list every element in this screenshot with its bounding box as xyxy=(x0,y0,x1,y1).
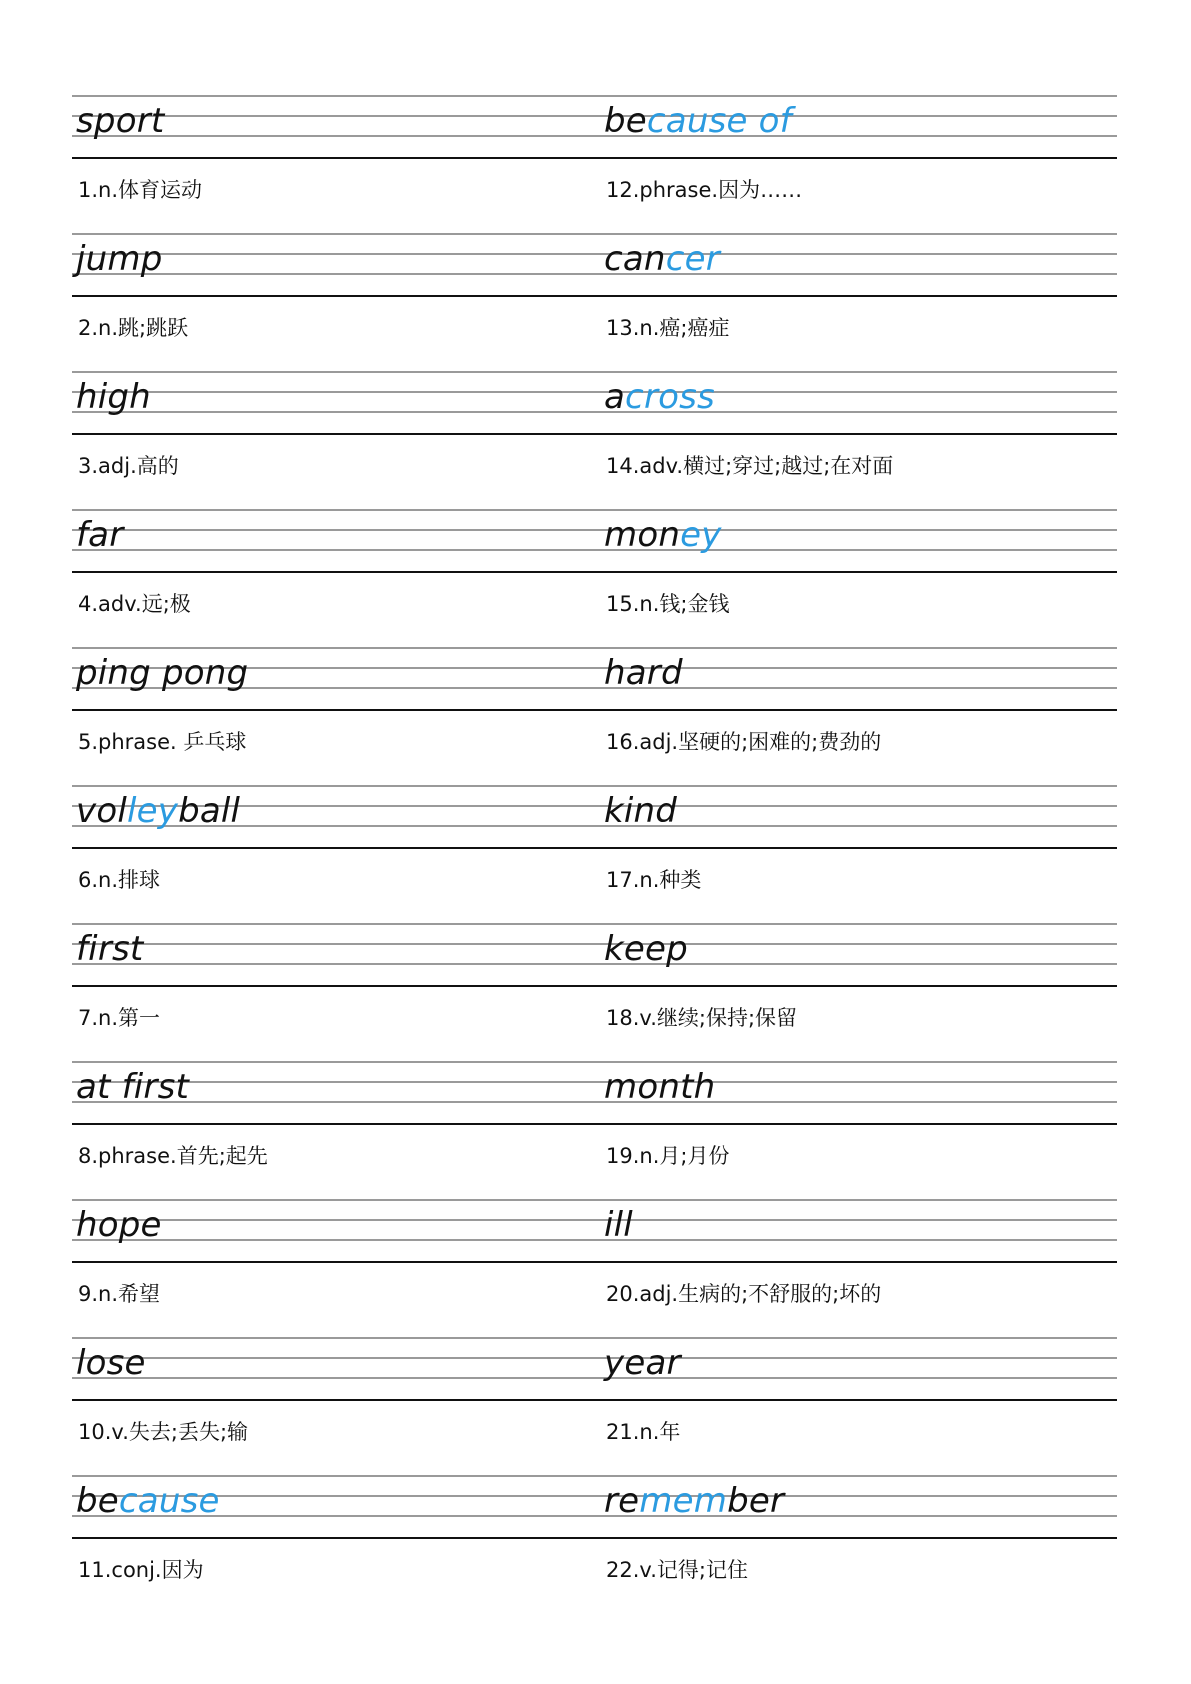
headword-highlight-segment: cause of xyxy=(646,101,792,141)
headword-segment: far xyxy=(76,515,124,555)
vocab-entry-left xyxy=(76,923,596,1061)
definition: 5.phrase. 乒乓球 xyxy=(78,730,247,754)
headword-segment: be xyxy=(76,1481,119,1521)
definition: 19.n.月;月份 xyxy=(606,1144,730,1168)
vocab-entry-right xyxy=(604,95,1104,233)
headword xyxy=(604,1205,633,1245)
vocab-entry-right xyxy=(604,1199,1104,1337)
vocab-row xyxy=(72,1199,1117,1337)
vocab-entry-right xyxy=(604,1061,1104,1199)
vocab-entry-right xyxy=(604,509,1104,647)
vocab-entry-left xyxy=(76,233,596,371)
definition: 11.conj.因为 xyxy=(78,1558,204,1582)
headword xyxy=(604,1067,715,1107)
definition: 2.n.跳;跳跃 xyxy=(78,316,189,340)
definition: 4.adv.远;极 xyxy=(78,592,191,616)
headword xyxy=(76,929,143,969)
headword xyxy=(604,1343,681,1383)
headword-highlight-segment: mem xyxy=(639,1481,728,1521)
definition: 22.v.记得;记住 xyxy=(606,1558,748,1582)
definition: 18.v.继续;保持;保留 xyxy=(606,1006,798,1030)
headword xyxy=(604,791,677,831)
headword-segment: at first xyxy=(76,1067,190,1107)
definition: 6.n.排球 xyxy=(78,868,161,892)
headword-segment: re xyxy=(604,1481,640,1521)
vocab-row xyxy=(72,509,1117,647)
definition: 14.adv.横过;穿过;越过;在对面 xyxy=(606,454,894,478)
headword xyxy=(76,1481,220,1521)
vocab-entry-right xyxy=(604,923,1104,1061)
headword-segment: ball xyxy=(178,791,241,831)
headword-segment: mon xyxy=(604,515,681,555)
headword-segment: vol xyxy=(76,791,127,831)
vocab-entry-left xyxy=(76,1061,596,1199)
headword-segment: ping pong xyxy=(76,653,249,693)
definition: 13.n.癌;癌症 xyxy=(606,316,730,340)
definition: 10.v.失去;丢失;输 xyxy=(78,1420,249,1444)
vocab-row xyxy=(72,1061,1117,1199)
headword xyxy=(604,377,715,417)
vocab-entry-right xyxy=(604,1337,1104,1475)
vocab-entry-right xyxy=(604,785,1104,923)
headword-segment: hard xyxy=(604,653,683,693)
headword-segment: first xyxy=(76,929,144,969)
definition: 8.phrase.首先;起先 xyxy=(78,1144,268,1168)
headword xyxy=(604,101,792,141)
definition: 9.n.希望 xyxy=(78,1282,161,1306)
vocab-row xyxy=(72,371,1117,509)
vocab-row xyxy=(72,1475,1117,1613)
headword-segment: kind xyxy=(604,791,678,831)
headword xyxy=(76,1067,189,1107)
vocab-entry-right xyxy=(604,647,1104,785)
headword-segment: a xyxy=(604,377,626,417)
vocab-entry-left xyxy=(76,1199,596,1337)
headword xyxy=(76,101,164,141)
vocab-entry-left xyxy=(76,1337,596,1475)
headword xyxy=(76,239,163,279)
headword-segment: year xyxy=(604,1343,681,1383)
headword xyxy=(604,653,683,693)
vocab-row xyxy=(72,785,1117,923)
vocabulary-sheet xyxy=(72,95,1117,1613)
definition: 20.adj.生病的;不舒服的;坏的 xyxy=(606,1282,882,1306)
headword xyxy=(604,239,720,279)
headword-highlight-segment: ley xyxy=(126,791,179,831)
definition: 17.n.种类 xyxy=(606,868,702,892)
headword-highlight-segment: ey xyxy=(680,515,722,555)
headword-highlight-segment: cause xyxy=(118,1481,220,1521)
headword-segment: high xyxy=(76,377,151,417)
headword-segment: lose xyxy=(76,1343,146,1383)
vocab-row xyxy=(72,1337,1117,1475)
vocab-entry-left xyxy=(76,509,596,647)
vocab-row xyxy=(72,95,1117,233)
vocab-entry-left xyxy=(76,785,596,923)
vocab-entry-left xyxy=(76,95,596,233)
definition: 16.adj.坚硬的;困难的;费劲的 xyxy=(606,730,882,754)
definition: 1.n.体育运动 xyxy=(78,178,203,202)
headword-segment: hope xyxy=(76,1205,162,1245)
headword-segment: month xyxy=(604,1067,716,1107)
vocab-entry-right xyxy=(604,1475,1104,1613)
headword xyxy=(76,653,248,693)
headword-segment: jump xyxy=(76,239,163,279)
headword-segment: can xyxy=(604,239,666,279)
headword xyxy=(604,1481,784,1521)
headword xyxy=(76,1343,146,1383)
headword-segment: sport xyxy=(76,101,165,141)
headword xyxy=(76,515,123,555)
vocab-entry-left xyxy=(76,1475,596,1613)
definition: 7.n.第一 xyxy=(78,1006,161,1030)
headword-segment: keep xyxy=(604,929,688,969)
headword xyxy=(76,1205,162,1245)
definition: 21.n.年 xyxy=(606,1420,681,1444)
vocab-entry-right xyxy=(604,371,1104,509)
headword xyxy=(76,791,240,831)
vocab-entry-left xyxy=(76,371,596,509)
headword-segment: ber xyxy=(727,1481,785,1521)
vocab-entry-left xyxy=(76,647,596,785)
vocab-row xyxy=(72,233,1117,371)
definition: 3.adj.高的 xyxy=(78,454,179,478)
headword xyxy=(604,515,722,555)
headword-highlight-segment: cer xyxy=(665,239,720,279)
headword xyxy=(604,929,688,969)
definition: 12.phrase.因为…… xyxy=(606,178,803,202)
vocab-entry-right xyxy=(604,233,1104,371)
headword-highlight-segment: cross xyxy=(625,377,715,417)
headword xyxy=(76,377,151,417)
definition: 15.n.钱;金钱 xyxy=(606,592,730,616)
headword-segment: be xyxy=(604,101,647,141)
headword-segment: ill xyxy=(604,1205,633,1245)
vocab-row xyxy=(72,923,1117,1061)
vocab-row xyxy=(72,647,1117,785)
